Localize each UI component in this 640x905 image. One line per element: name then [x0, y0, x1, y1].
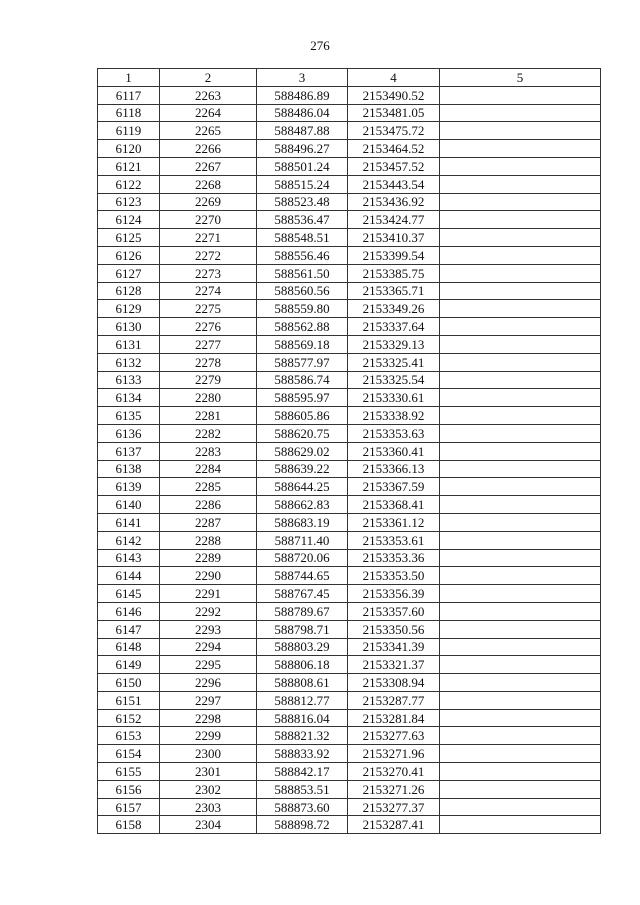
- table-cell-col-2: 2271: [160, 229, 257, 247]
- table-cell-col-5: [440, 460, 601, 478]
- table-cell-col-2: 2286: [160, 496, 257, 514]
- table-cell-col-5: [440, 780, 601, 798]
- table-cell-col-3: 588487.88: [257, 122, 348, 140]
- table-cell-col-3: 588821.32: [257, 727, 348, 745]
- table-cell-col-1: 6132: [98, 353, 160, 371]
- table-row: [98, 86, 601, 104]
- table-cell-col-4: 2153353.63: [348, 424, 440, 442]
- column-header-2: 2: [160, 69, 257, 87]
- table-cell-col-4: 2153271.26: [348, 780, 440, 798]
- table-cell-col-2: 2277: [160, 335, 257, 353]
- table-cell-col-4: 2153281.84: [348, 709, 440, 727]
- table-cell-col-2: 2300: [160, 745, 257, 763]
- table-cell-col-4: 2153385.75: [348, 264, 440, 282]
- table-cell-col-4: 2153308.94: [348, 674, 440, 692]
- table-cell-col-3: 588803.29: [257, 638, 348, 656]
- table-cell-col-2: 2282: [160, 424, 257, 442]
- table-cell-col-5: [440, 371, 601, 389]
- table-cell-col-3: 588842.17: [257, 763, 348, 781]
- table-row: [98, 193, 601, 211]
- table-cell-col-3: 588683.19: [257, 513, 348, 531]
- table-cell-col-3: 588486.89: [257, 86, 348, 104]
- table-row: [98, 620, 601, 638]
- column-header-5: 5: [440, 69, 601, 87]
- table-cell-col-3: 588711.40: [257, 531, 348, 549]
- table-cell-col-2: 2292: [160, 602, 257, 620]
- table-cell-col-1: 6147: [98, 620, 160, 638]
- table-row: [98, 318, 601, 336]
- table-cell-col-4: 2153287.41: [348, 816, 440, 834]
- table-cell-col-2: 2298: [160, 709, 257, 727]
- table-cell-col-3: 588853.51: [257, 780, 348, 798]
- table-cell-col-5: [440, 86, 601, 104]
- table-cell-col-5: [440, 549, 601, 567]
- table-cell-col-2: 2278: [160, 353, 257, 371]
- table-cell-col-1: 6142: [98, 531, 160, 549]
- table-cell-col-1: 6143: [98, 549, 160, 567]
- table-cell-col-5: [440, 318, 601, 336]
- table-cell-col-4: 2153361.12: [348, 513, 440, 531]
- table-cell-col-2: 2281: [160, 407, 257, 425]
- table-cell-col-1: 6122: [98, 175, 160, 193]
- table-cell-col-4: 2153481.05: [348, 104, 440, 122]
- table-row: [98, 335, 601, 353]
- table-row: [98, 424, 601, 442]
- table-cell-col-5: [440, 282, 601, 300]
- table-row: [98, 442, 601, 460]
- table-cell-col-1: 6119: [98, 122, 160, 140]
- table-row: [98, 140, 601, 158]
- table-row: [98, 122, 601, 140]
- table-cell-col-2: 2299: [160, 727, 257, 745]
- table-cell-col-2: 2270: [160, 211, 257, 229]
- table-row: [98, 229, 601, 247]
- table-cell-col-5: [440, 745, 601, 763]
- table-row: [98, 549, 601, 567]
- table-cell-col-5: [440, 531, 601, 549]
- table-cell-col-1: 6126: [98, 246, 160, 264]
- table-cell-col-4: 2153353.36: [348, 549, 440, 567]
- header-row: [98, 69, 601, 87]
- table-cell-col-2: 2280: [160, 389, 257, 407]
- table-cell-col-4: 2153350.56: [348, 620, 440, 638]
- table-row: [98, 567, 601, 585]
- table-row: [98, 246, 601, 264]
- table-cell-col-1: 6145: [98, 585, 160, 603]
- table-cell-col-3: 588605.86: [257, 407, 348, 425]
- table-cell-col-4: 2153357.60: [348, 602, 440, 620]
- table-cell-col-5: [440, 620, 601, 638]
- table-cell-col-2: 2295: [160, 656, 257, 674]
- table-cell-col-3: 588798.71: [257, 620, 348, 638]
- table-cell-col-1: 6129: [98, 300, 160, 318]
- table-cell-col-4: 2153436.92: [348, 193, 440, 211]
- table-row: [98, 478, 601, 496]
- table-row: [98, 389, 601, 407]
- table-cell-col-2: 2265: [160, 122, 257, 140]
- table-cell-col-3: 588812.77: [257, 691, 348, 709]
- table-cell-col-4: 2153353.61: [348, 531, 440, 549]
- table-cell-col-2: 2289: [160, 549, 257, 567]
- table-cell-col-5: [440, 691, 601, 709]
- table-cell-col-5: [440, 140, 601, 158]
- table-cell-col-5: [440, 353, 601, 371]
- table-cell-col-3: 588639.22: [257, 460, 348, 478]
- table-cell-col-3: 588562.88: [257, 318, 348, 336]
- table-cell-col-2: 2296: [160, 674, 257, 692]
- table-row: [98, 460, 601, 478]
- table-cell-col-1: 6156: [98, 780, 160, 798]
- table-cell-col-1: 6149: [98, 656, 160, 674]
- table-cell-col-1: 6130: [98, 318, 160, 336]
- table-cell-col-1: 6155: [98, 763, 160, 781]
- table-cell-col-4: 2153443.54: [348, 175, 440, 193]
- table-cell-col-4: 2153490.52: [348, 86, 440, 104]
- table-cell-col-5: [440, 638, 601, 656]
- table-cell-col-4: 2153277.37: [348, 798, 440, 816]
- table-cell-col-1: 6137: [98, 442, 160, 460]
- column-header-3: 3: [257, 69, 348, 87]
- table-cell-col-5: [440, 674, 601, 692]
- table-cell-col-2: 2301: [160, 763, 257, 781]
- table-cell-col-4: 2153410.37: [348, 229, 440, 247]
- table-cell-col-3: 588501.24: [257, 157, 348, 175]
- table-cell-col-3: 588569.18: [257, 335, 348, 353]
- table-row: [98, 104, 601, 122]
- table-row: [98, 300, 601, 318]
- table-row: [98, 727, 601, 745]
- table-cell-col-1: 6120: [98, 140, 160, 158]
- table-cell-col-2: 2285: [160, 478, 257, 496]
- table-cell-col-3: 588586.74: [257, 371, 348, 389]
- table-cell-col-1: 6148: [98, 638, 160, 656]
- table-cell-col-2: 2264: [160, 104, 257, 122]
- table-cell-col-3: 588536.47: [257, 211, 348, 229]
- table-cell-col-2: 2293: [160, 620, 257, 638]
- table-row: [98, 763, 601, 781]
- table-cell-col-2: 2302: [160, 780, 257, 798]
- table-row: [98, 407, 601, 425]
- table-cell-col-3: 588560.56: [257, 282, 348, 300]
- table-cell-col-1: 6153: [98, 727, 160, 745]
- table-cell-col-5: [440, 389, 601, 407]
- table-cell-col-4: 2153360.41: [348, 442, 440, 460]
- table-row: [98, 745, 601, 763]
- table-cell-col-1: 6139: [98, 478, 160, 496]
- table-cell-col-2: 2297: [160, 691, 257, 709]
- table-cell-col-3: 588898.72: [257, 816, 348, 834]
- table-cell-col-5: [440, 763, 601, 781]
- table-cell-col-4: 2153341.39: [348, 638, 440, 656]
- table-cell-col-3: 588629.02: [257, 442, 348, 460]
- table-cell-col-1: 6121: [98, 157, 160, 175]
- table-cell-col-5: [440, 335, 601, 353]
- table-body: [98, 86, 601, 833]
- table-cell-col-2: 2267: [160, 157, 257, 175]
- table-cell-col-1: 6123: [98, 193, 160, 211]
- table-row: [98, 709, 601, 727]
- table-row: [98, 264, 601, 282]
- table-cell-col-4: 2153270.41: [348, 763, 440, 781]
- table-row: [98, 585, 601, 603]
- table-cell-col-4: 2153338.92: [348, 407, 440, 425]
- table-cell-col-4: 2153277.63: [348, 727, 440, 745]
- table-cell-col-3: 588496.27: [257, 140, 348, 158]
- table-cell-col-4: 2153368.41: [348, 496, 440, 514]
- table-row: [98, 798, 601, 816]
- table-row: [98, 656, 601, 674]
- table-cell-col-5: [440, 264, 601, 282]
- table-cell-col-3: 588523.48: [257, 193, 348, 211]
- table-cell-col-1: 6151: [98, 691, 160, 709]
- table-cell-col-4: 2153367.59: [348, 478, 440, 496]
- table-cell-col-3: 588561.50: [257, 264, 348, 282]
- table-cell-col-1: 6157: [98, 798, 160, 816]
- table-row: [98, 371, 601, 389]
- table-cell-col-3: 588806.18: [257, 656, 348, 674]
- table-row: [98, 353, 601, 371]
- table-cell-col-5: [440, 585, 601, 603]
- table-cell-col-2: 2273: [160, 264, 257, 282]
- table-cell-col-2: 2303: [160, 798, 257, 816]
- table-cell-col-1: 6136: [98, 424, 160, 442]
- table-cell-col-1: 6154: [98, 745, 160, 763]
- table-header: [98, 69, 601, 87]
- table-cell-col-5: [440, 175, 601, 193]
- table-cell-col-1: 6134: [98, 389, 160, 407]
- table-row: [98, 157, 601, 175]
- table-cell-col-2: 2288: [160, 531, 257, 549]
- coordinates-table: [97, 68, 601, 834]
- table-cell-col-4: 2153337.64: [348, 318, 440, 336]
- table-cell-col-4: 2153464.52: [348, 140, 440, 158]
- table-cell-col-1: 6138: [98, 460, 160, 478]
- table-cell-col-5: [440, 300, 601, 318]
- table-cell-col-2: 2266: [160, 140, 257, 158]
- table-cell-col-5: [440, 816, 601, 834]
- table-cell-col-1: 6117: [98, 86, 160, 104]
- table-cell-col-3: 588556.46: [257, 246, 348, 264]
- column-header-1: 1: [98, 69, 160, 87]
- table-cell-col-3: 588577.97: [257, 353, 348, 371]
- table-cell-col-1: 6152: [98, 709, 160, 727]
- table-cell-col-4: 2153349.26: [348, 300, 440, 318]
- table-row: [98, 175, 601, 193]
- table-cell-col-3: 588595.97: [257, 389, 348, 407]
- table-cell-col-1: 6150: [98, 674, 160, 692]
- table-cell-col-2: 2268: [160, 175, 257, 193]
- table-cell-col-5: [440, 157, 601, 175]
- table-cell-col-2: 2294: [160, 638, 257, 656]
- table-cell-col-5: [440, 496, 601, 514]
- table-cell-col-5: [440, 602, 601, 620]
- table-cell-col-3: 588720.06: [257, 549, 348, 567]
- table-cell-col-3: 588662.83: [257, 496, 348, 514]
- table-cell-col-4: 2153353.50: [348, 567, 440, 585]
- table-cell-col-5: [440, 478, 601, 496]
- table-row: [98, 496, 601, 514]
- table-cell-col-1: 6146: [98, 602, 160, 620]
- table-cell-col-4: 2153457.52: [348, 157, 440, 175]
- table-row: [98, 531, 601, 549]
- table-cell-col-2: 2284: [160, 460, 257, 478]
- table-cell-col-3: 588808.61: [257, 674, 348, 692]
- table-cell-col-5: [440, 407, 601, 425]
- table-row: [98, 638, 601, 656]
- table-cell-col-1: 6125: [98, 229, 160, 247]
- table-cell-col-5: [440, 798, 601, 816]
- table-cell-col-3: 588559.80: [257, 300, 348, 318]
- table-cell-col-3: 588833.92: [257, 745, 348, 763]
- table-cell-col-1: 6144: [98, 567, 160, 585]
- table-cell-col-3: 588873.60: [257, 798, 348, 816]
- table-cell-col-3: 588789.67: [257, 602, 348, 620]
- table-cell-col-2: 2269: [160, 193, 257, 211]
- table-cell-col-4: 2153287.77: [348, 691, 440, 709]
- table-row: [98, 780, 601, 798]
- column-header-4: 4: [348, 69, 440, 87]
- table-cell-col-3: 588644.25: [257, 478, 348, 496]
- table-row: [98, 674, 601, 692]
- table-cell-col-3: 588744.65: [257, 567, 348, 585]
- table-cell-col-4: 2153330.61: [348, 389, 440, 407]
- table-cell-col-5: [440, 424, 601, 442]
- table-cell-col-1: 6140: [98, 496, 160, 514]
- table-cell-col-5: [440, 727, 601, 745]
- table-cell-col-2: 2274: [160, 282, 257, 300]
- table-cell-col-2: 2279: [160, 371, 257, 389]
- table-cell-col-4: 2153366.13: [348, 460, 440, 478]
- table-cell-col-4: 2153271.96: [348, 745, 440, 763]
- table-cell-col-2: 2287: [160, 513, 257, 531]
- table-cell-col-2: 2276: [160, 318, 257, 336]
- table-cell-col-4: 2153325.41: [348, 353, 440, 371]
- table-cell-col-1: 6133: [98, 371, 160, 389]
- table-cell-col-4: 2153325.54: [348, 371, 440, 389]
- table-cell-col-3: 588486.04: [257, 104, 348, 122]
- table-cell-col-1: 6128: [98, 282, 160, 300]
- table-cell-col-5: [440, 211, 601, 229]
- table-cell-col-3: 588620.75: [257, 424, 348, 442]
- table-row: [98, 282, 601, 300]
- table-cell-col-1: 6127: [98, 264, 160, 282]
- page-number: 276: [310, 38, 330, 53]
- table-cell-col-2: 2291: [160, 585, 257, 603]
- table-row: [98, 602, 601, 620]
- table-cell-col-1: 6158: [98, 816, 160, 834]
- table-cell-col-5: [440, 193, 601, 211]
- table-cell-col-1: 6131: [98, 335, 160, 353]
- table-cell-col-1: 6141: [98, 513, 160, 531]
- table-cell-col-4: 2153475.72: [348, 122, 440, 140]
- table-row: [98, 691, 601, 709]
- table-cell-col-4: 2153424.77: [348, 211, 440, 229]
- table-cell-col-2: 2275: [160, 300, 257, 318]
- table-cell-col-3: 588548.51: [257, 229, 348, 247]
- table-cell-col-3: 588816.04: [257, 709, 348, 727]
- table-cell-col-1: 6118: [98, 104, 160, 122]
- table-cell-col-4: 2153399.54: [348, 246, 440, 264]
- table-cell-col-5: [440, 513, 601, 531]
- table-cell-col-2: 2272: [160, 246, 257, 264]
- table-cell-col-5: [440, 567, 601, 585]
- table-cell-col-2: 2263: [160, 86, 257, 104]
- table-cell-col-5: [440, 122, 601, 140]
- table-row: [98, 513, 601, 531]
- table-row: [98, 211, 601, 229]
- table-cell-col-5: [440, 229, 601, 247]
- table-cell-col-4: 2153321.37: [348, 656, 440, 674]
- table-cell-col-5: [440, 104, 601, 122]
- table-cell-col-2: 2283: [160, 442, 257, 460]
- table-cell-col-5: [440, 709, 601, 727]
- table-cell-col-2: 2290: [160, 567, 257, 585]
- table-cell-col-4: 2153356.39: [348, 585, 440, 603]
- table-cell-col-3: 588515.24: [257, 175, 348, 193]
- table-cell-col-4: 2153365.71: [348, 282, 440, 300]
- table-cell-col-1: 6124: [98, 211, 160, 229]
- table-cell-col-4: 2153329.13: [348, 335, 440, 353]
- table-cell-col-5: [440, 442, 601, 460]
- table-cell-col-3: 588767.45: [257, 585, 348, 603]
- table-row: [98, 816, 601, 834]
- table-cell-col-5: [440, 246, 601, 264]
- table-cell-col-5: [440, 656, 601, 674]
- table-cell-col-1: 6135: [98, 407, 160, 425]
- table-cell-col-2: 2304: [160, 816, 257, 834]
